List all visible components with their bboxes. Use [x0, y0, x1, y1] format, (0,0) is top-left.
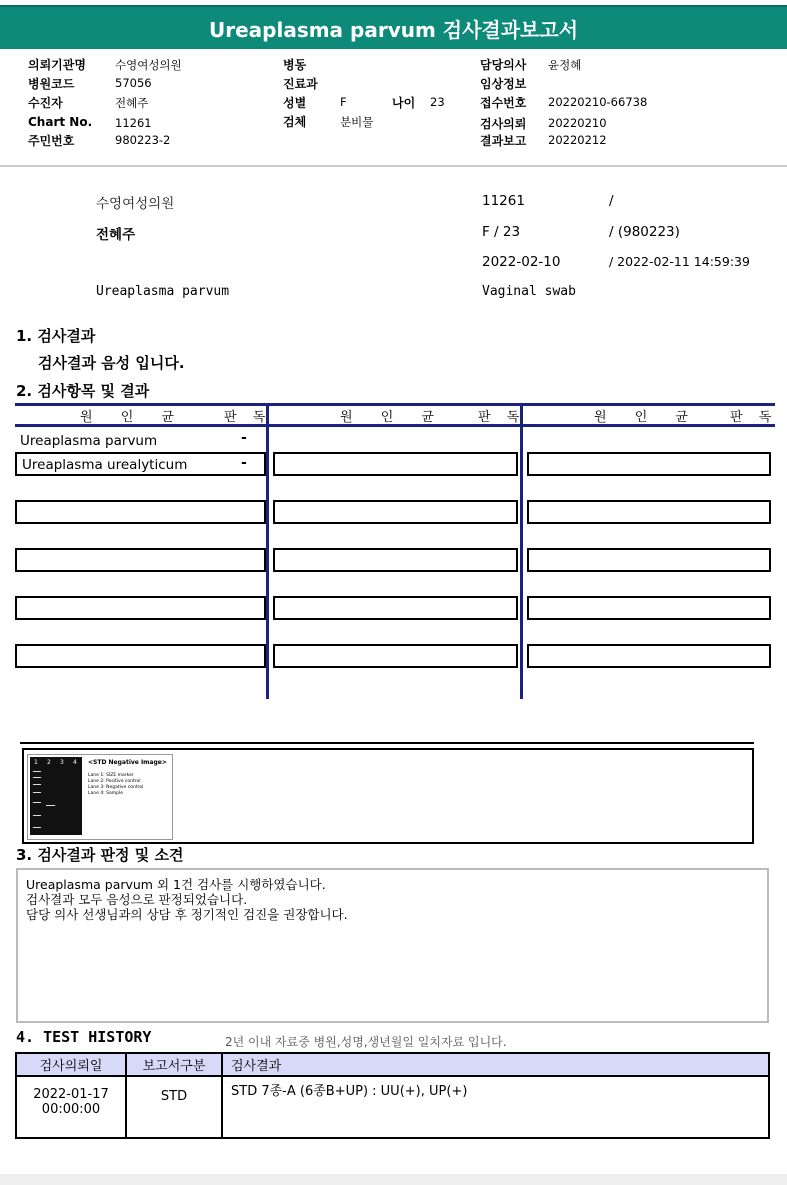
- header-label: 주민번호: [28, 134, 75, 148]
- col-header-result: 판 독: [224, 410, 272, 425]
- history-result: STD 7종-A (6종B+UP) : UU(+), UP(+): [222, 1076, 769, 1138]
- history-type: STD: [126, 1076, 222, 1138]
- organism-result: -: [241, 430, 247, 446]
- result-cell: [273, 500, 518, 524]
- gel-title: <STD Negative Image>: [88, 759, 167, 766]
- history-header: 검사의뢰일: [16, 1053, 126, 1076]
- history-header: 보고서구분: [126, 1053, 222, 1076]
- header-value: F: [340, 95, 347, 109]
- age-label: 나이: [392, 96, 416, 110]
- section-4-title: 4. TEST HISTORY: [16, 1028, 152, 1046]
- result-cell: [527, 500, 771, 524]
- specimen: Vaginal swab: [482, 284, 576, 299]
- header-label: 병동: [283, 58, 307, 72]
- col-header-organism: 원 인 균: [80, 410, 186, 425]
- footer-band: [0, 1174, 787, 1185]
- header-label: 병원코드: [28, 77, 75, 91]
- header-separator: [0, 165, 787, 167]
- result-cell: [527, 548, 771, 572]
- gel-image-frame: [22, 748, 754, 844]
- result-cell: [527, 596, 771, 620]
- section-1-title: 1. 검사결과: [16, 327, 96, 345]
- result-summary: 검사결과 음성 입니다.: [38, 354, 185, 372]
- result-cell: [527, 644, 771, 668]
- header-value: 57056: [115, 76, 152, 90]
- result-cell: [15, 548, 266, 572]
- history-header: 검사결과: [222, 1053, 769, 1076]
- header-label: 검사의뢰: [480, 117, 527, 131]
- gel-legend-item: Lane 2: Positive control: [88, 779, 141, 784]
- lane-label: 3: [60, 759, 64, 766]
- header-label: 성별: [283, 96, 307, 110]
- age-value: 23: [430, 95, 445, 109]
- organism-name: Ureaplasma urealyticum: [22, 457, 188, 473]
- header-value: 전혜주: [115, 96, 149, 110]
- gel-legend-item: Lane 4: Sample: [88, 791, 123, 796]
- test-name: Ureaplasma parvum: [96, 284, 230, 299]
- header-label: 임상정보: [480, 77, 527, 91]
- result-cell: [15, 452, 266, 476]
- header-value: 980223-2: [115, 133, 171, 147]
- header-label: 진료과: [283, 77, 318, 91]
- header-value: 20220210-66738: [548, 95, 648, 109]
- sex-age: F / 23: [482, 224, 521, 240]
- result-cell: [273, 548, 518, 572]
- header-label: 수진자: [28, 96, 63, 110]
- gel-image: [27, 754, 173, 840]
- result-cell: [15, 500, 266, 524]
- history-note: 2년 이내 자료중 병원,성명,생년월일 일치자료 입니다.: [225, 1035, 507, 1049]
- lane-label: 4: [73, 759, 77, 766]
- header-value: 20220210: [548, 116, 607, 130]
- history-date: 2022-01-17: [33, 1087, 109, 1102]
- opinion-line: Ureaplasma parvum 외 1건 검사를 시행하였습니다.: [26, 877, 326, 892]
- history-time: 00:00:00: [41, 1102, 101, 1117]
- received-date: 2022-02-10: [482, 254, 561, 270]
- header-label: 의뢰기관명: [28, 58, 86, 72]
- history-row: [16, 1076, 769, 1138]
- slash: /: [609, 193, 614, 209]
- header-value: 분비물: [340, 115, 374, 129]
- col-header-result: 판 독: [730, 410, 778, 425]
- section-2-title: 2. 검사항목 및 결과: [16, 382, 150, 400]
- opinion-line: 검사결과 모두 음성으로 판정되었습니다.: [26, 892, 248, 907]
- lane-label: 2: [47, 759, 51, 766]
- grid-divider: [520, 403, 523, 699]
- header-label: 담당의사: [480, 58, 527, 72]
- header-value: 11261: [115, 116, 152, 130]
- gel-legend-item: Lane 3: Negative control: [88, 785, 144, 790]
- result-cell: [15, 644, 266, 668]
- clinic-name: 수영여성의원: [96, 196, 175, 212]
- header-label: Chart No.: [28, 115, 93, 129]
- result-cell: [15, 596, 266, 620]
- result-cell: [527, 452, 771, 476]
- reported-datetime: / 2022-02-11 14:59:39: [609, 254, 750, 269]
- result-cell: [273, 644, 518, 668]
- col-header-organism: 원 인 균: [340, 410, 446, 425]
- history-table-wrap: [15, 1052, 770, 1139]
- gel-legend: [88, 773, 143, 797]
- col-header-result: 판 독: [478, 410, 526, 425]
- history-date-cell: [16, 1076, 126, 1138]
- organism-name: Ureaplasma parvum: [20, 433, 158, 449]
- gel-lanes: [30, 757, 82, 835]
- organism-result: -: [241, 455, 247, 471]
- result-cell: [273, 596, 518, 620]
- report-title: Ureaplasma parvum 검사결과보고서: [0, 5, 787, 49]
- history-table: [15, 1052, 770, 1139]
- chart-number: 11261: [482, 193, 525, 209]
- section-3-title: 3. 검사결과 판정 및 소견: [16, 846, 184, 864]
- col-header-organism: 원 인 균: [594, 410, 700, 425]
- header-value: 20220212: [548, 133, 607, 147]
- opinion-line: 담당 의사 선생님과의 상담 후 정기적인 검진을 권장합니다.: [26, 907, 348, 922]
- patient-name: 전혜주: [96, 227, 136, 243]
- header-value: 수영여성의원: [115, 58, 182, 72]
- result-cell: [273, 452, 518, 476]
- header-value: 윤정혜: [548, 58, 582, 72]
- opinion-text: [26, 877, 348, 922]
- gel-top-rule: [20, 742, 754, 744]
- gel-legend-item: Lane 1: SIZE marker: [88, 773, 134, 778]
- header-label: 결과보고: [480, 134, 527, 148]
- grid-divider: [266, 403, 269, 699]
- header-label: 검체: [283, 115, 307, 129]
- opinion-box: [16, 868, 769, 1023]
- rrn: / (980223): [609, 224, 680, 240]
- header-label: 접수번호: [480, 96, 527, 110]
- lane-label: 1: [34, 759, 38, 766]
